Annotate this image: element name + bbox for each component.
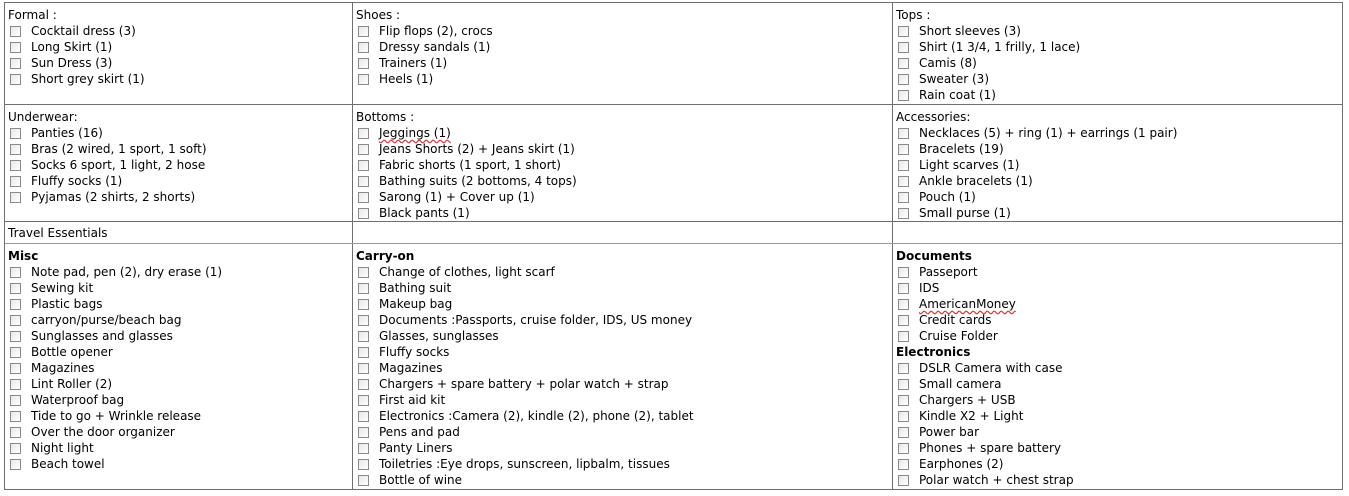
checklist-item-label: Cruise Folder: [919, 329, 998, 343]
checkbox[interactable]: [358, 144, 369, 155]
checkbox[interactable]: [10, 315, 21, 326]
checklist-item-label: Socks 6 sport, 1 light, 2 hose: [31, 158, 206, 172]
checkbox[interactable]: [10, 192, 21, 203]
checklist-item: [356, 312, 892, 328]
checkbox[interactable]: [358, 347, 369, 358]
checklist-item: [356, 440, 892, 456]
accessories-list: [896, 125, 1342, 221]
checklist-item-label: Dressy sandals (1): [379, 40, 491, 54]
checklist-item: [356, 280, 892, 296]
checklist-item-label: Camis (8): [919, 56, 977, 70]
checklist-item: [356, 55, 892, 71]
checklist-item: [356, 456, 892, 472]
packing-checklist-table: [4, 2, 1343, 490]
checklist-item: [356, 125, 892, 141]
checkbox[interactable]: [10, 443, 21, 454]
checklist-item: [8, 71, 352, 87]
checklist-item-label: Pens and pad: [379, 425, 460, 439]
checklist-item: [356, 39, 892, 55]
checklist-item: [896, 328, 1342, 344]
checkbox[interactable]: [898, 411, 909, 422]
travel-essentials-label: Travel Essentials: [8, 226, 108, 240]
checklist-item: [896, 157, 1342, 173]
checkbox[interactable]: [358, 74, 369, 85]
checklist-item: [356, 157, 892, 173]
checkbox[interactable]: [898, 379, 909, 390]
checkbox[interactable]: [358, 315, 369, 326]
checkbox[interactable]: [10, 347, 21, 358]
checklist-item: [8, 328, 352, 344]
checkbox[interactable]: [358, 128, 369, 139]
checkbox[interactable]: [898, 443, 909, 454]
checklist-item: [8, 173, 352, 189]
checklist-item: [896, 87, 1342, 103]
carry-on-heading: Carry-on: [356, 249, 415, 263]
checklist-item: [356, 328, 892, 344]
checklist-item-label: Beach towel: [31, 457, 105, 471]
checkbox[interactable]: [358, 176, 369, 187]
shoes-cell: [353, 3, 892, 104]
checkbox[interactable]: [358, 379, 369, 390]
checklist-item: [8, 456, 352, 472]
checklist-item-label: Pyjamas (2 shirts, 2 shorts): [31, 190, 196, 204]
checklist-item-label: Bottle opener: [31, 345, 113, 359]
checklist-item-label: Bathing suit: [379, 281, 452, 295]
checklist-item-label: Black pants (1): [379, 206, 470, 220]
checklist-item: [356, 408, 892, 424]
checklist-item-label: Small purse (1): [919, 206, 1011, 220]
checklist-item-label: Power bar: [919, 425, 979, 439]
checkbox[interactable]: [898, 58, 909, 69]
checklist-item-label: Light scarves (1): [919, 158, 1020, 172]
checklist-item-label: Over the door organizer: [31, 425, 175, 439]
checkbox[interactable]: [898, 475, 909, 486]
checkbox[interactable]: [358, 459, 369, 470]
electronics-list: [896, 360, 1342, 488]
underwear-list: [8, 125, 352, 205]
checklist-item-label: Sewing kit: [31, 281, 94, 295]
checkbox[interactable]: [898, 331, 909, 342]
formal-list: [8, 23, 352, 87]
checklist-item: [356, 141, 892, 157]
shoes-list: [356, 23, 892, 87]
checklist-item: [896, 408, 1342, 424]
checklist-item: [896, 55, 1342, 71]
checklist-item-label: Earphones (2): [919, 457, 1004, 471]
formal-heading: Formal :: [8, 8, 57, 22]
bottoms-cell: [353, 105, 892, 221]
checkbox[interactable]: [10, 58, 21, 69]
checklist-item-label: Chargers + USB: [919, 393, 1016, 407]
checklist-item-label: Lint Roller (2): [31, 377, 113, 391]
checklist-item: [8, 39, 352, 55]
checklist-item: [8, 360, 352, 376]
accessories-heading: Accessories:: [896, 110, 971, 124]
checkbox[interactable]: [10, 299, 21, 310]
checklist-item: [8, 344, 352, 360]
checkbox[interactable]: [10, 160, 21, 171]
checklist-item: [8, 189, 352, 205]
checkbox[interactable]: [358, 411, 369, 422]
checklist-item: [896, 205, 1342, 221]
checklist-item: [356, 173, 892, 189]
checklist-item: [8, 296, 352, 312]
travel-essentials-cell: [5, 222, 352, 243]
checkbox[interactable]: [898, 267, 909, 278]
checklist-item: [896, 39, 1342, 55]
checkbox[interactable]: [10, 176, 21, 187]
checkbox[interactable]: [358, 160, 369, 171]
checkbox[interactable]: [358, 42, 369, 53]
checklist-item: [896, 173, 1342, 189]
checklist-item-label: Tide to go + Wrinkle release: [31, 409, 202, 423]
checklist-item-label: DSLR Camera with case: [919, 361, 1063, 375]
shoes-heading: Shoes :: [356, 8, 401, 22]
checkbox[interactable]: [898, 176, 909, 187]
checklist-item-label: Plastic bags: [31, 297, 103, 311]
checkbox[interactable]: [898, 283, 909, 294]
documents-list: [896, 264, 1342, 344]
checkbox[interactable]: [10, 144, 21, 155]
checklist-item-label: Bracelets (19): [919, 142, 1004, 156]
checklist-item-label: Short grey skirt (1): [31, 72, 145, 86]
checklist-item-label: Magazines: [379, 361, 443, 375]
checklist-item-label: Small camera: [919, 377, 1002, 391]
checklist-item: [8, 392, 352, 408]
checklist-item: [8, 376, 352, 392]
checklist-item-label: Documents :Passports, cruise folder, IDS, US money: [379, 313, 693, 327]
checklist-item-label: Chargers + spare battery + polar watch + strap: [379, 377, 669, 391]
tops-list: [896, 23, 1342, 103]
checkbox[interactable]: [898, 42, 909, 53]
checklist-item: [896, 472, 1342, 488]
formal-cell: [5, 3, 352, 104]
checklist-item: [896, 264, 1342, 280]
checklist-item-label: Glasses, sunglasses: [379, 329, 499, 343]
checklist-item-label: Panty Liners: [379, 441, 453, 455]
misc-heading: Misc: [8, 249, 39, 263]
checklist-item-label: Passeport: [919, 265, 978, 279]
checklist-item-label: Note pad, pen (2), dry erase (1): [31, 265, 223, 279]
checklist-item: [896, 376, 1342, 392]
checklist-item-label: Fluffy socks (1): [31, 174, 123, 188]
checkbox[interactable]: [10, 42, 21, 53]
documents-electronics-cell: [893, 244, 1342, 489]
tops-cell: [893, 3, 1342, 104]
checkbox[interactable]: [898, 26, 909, 37]
checklist-item-label: Trainers (1): [379, 56, 448, 70]
checklist-item-label: Shirt (1 3/4, 1 frilly, 1 lace): [919, 40, 1081, 54]
checkbox[interactable]: [358, 475, 369, 486]
checklist-item-label: Waterproof bag: [31, 393, 125, 407]
checklist-item: [896, 312, 1342, 328]
checklist-item: [356, 424, 892, 440]
checklist-item: [356, 71, 892, 87]
checkbox[interactable]: [10, 363, 21, 374]
checklist-item-label: Credit cards: [919, 313, 992, 327]
checkbox[interactable]: [898, 208, 909, 219]
checklist-item-label: Jeans Shorts (2) + Jeans skirt (1): [379, 142, 575, 156]
checklist-item: [896, 456, 1342, 472]
checklist-item: [356, 472, 892, 488]
checkbox[interactable]: [358, 299, 369, 310]
checklist-item-label: Bras (2 wired, 1 sport, 1 soft): [31, 142, 207, 156]
documents-heading: Documents: [896, 249, 972, 263]
checklist-item: [356, 23, 892, 39]
checklist-item-label: Bathing suits (2 bottoms, 4 tops): [379, 174, 577, 188]
misc-list: [8, 264, 352, 472]
carry-on-cell: [353, 244, 892, 489]
checklist-item-label: Night light: [31, 441, 94, 455]
checkbox[interactable]: [10, 459, 21, 470]
carry-on-list: [356, 264, 892, 488]
checklist-item: [896, 360, 1342, 376]
checklist-item: [896, 71, 1342, 87]
checklist-item-label: Long Skirt (1): [31, 40, 113, 54]
underwear-cell: [5, 105, 352, 221]
checkbox[interactable]: [898, 192, 909, 203]
checklist-item-label: Fabric shorts (1 sport, 1 short): [379, 158, 561, 172]
checklist-item-label: carryon/purse/beach bag: [31, 313, 182, 327]
checklist-item-label: Sweater (3): [919, 72, 990, 86]
underwear-heading: Underwear:: [8, 110, 78, 124]
checklist-item-label: Necklaces (5) + ring (1) + earrings (1 pair): [919, 126, 1178, 140]
checklist-item-label: Short sleeves (3): [919, 24, 1021, 38]
checklist-item-label: Sun Dress (3): [31, 56, 113, 70]
checklist-item: [896, 392, 1342, 408]
checkbox[interactable]: [10, 411, 21, 422]
checklist-item: [8, 408, 352, 424]
checklist-item-label: Kindle X2 + Light: [919, 409, 1024, 423]
checkbox[interactable]: [898, 395, 909, 406]
checklist-item: [356, 189, 892, 205]
checkbox[interactable]: [10, 26, 21, 37]
checkbox[interactable]: [898, 427, 909, 438]
checklist-item: [896, 189, 1342, 205]
checklist-item-label: Pouch (1): [919, 190, 976, 204]
checklist-item: [356, 392, 892, 408]
checklist-item-label: Change of clothes, light scarf: [379, 265, 555, 279]
checklist-item-label: Phones + spare battery: [919, 441, 1061, 455]
checklist-item: [8, 424, 352, 440]
checklist-item: [8, 264, 352, 280]
checklist-item: [896, 296, 1342, 312]
bottoms-heading: Bottoms :: [356, 110, 415, 124]
checklist-item: [896, 280, 1342, 296]
checklist-item-label: Toiletries :Eye drops, sunscreen, lipbalm, tissues: [379, 457, 670, 471]
checklist-item-label: Ankle bracelets (1): [919, 174, 1033, 188]
checklist-item: [356, 296, 892, 312]
electronics-heading: Electronics: [896, 345, 971, 359]
checklist-item-label: Bottle of wine: [379, 473, 463, 487]
checklist-item-label: First aid kit: [379, 393, 446, 407]
checkbox[interactable]: [898, 128, 909, 139]
checkbox[interactable]: [358, 363, 369, 374]
checklist-item-label: IDS: [919, 281, 940, 295]
checklist-item-label: Magazines: [31, 361, 95, 375]
checklist-item-label: Sarong (1) + Cover up (1): [379, 190, 535, 204]
checklist-item: [356, 376, 892, 392]
checklist-item: [896, 424, 1342, 440]
checklist-item: [356, 264, 892, 280]
checklist-item: [8, 280, 352, 296]
checklist-item-label: AmericanMoney: [919, 297, 1016, 311]
checklist-item-label: Flip flops (2), crocs: [379, 24, 493, 38]
checkbox[interactable]: [898, 74, 909, 85]
checkbox[interactable]: [358, 283, 369, 294]
checklist-item-label: Electronics :Camera (2), kindle (2), phone (2), tablet: [379, 409, 694, 423]
checkbox[interactable]: [10, 74, 21, 85]
checkbox[interactable]: [10, 395, 21, 406]
checklist-item: [896, 23, 1342, 39]
checklist-item: [8, 157, 352, 173]
checkbox[interactable]: [358, 267, 369, 278]
checklist-item: [356, 205, 892, 221]
tops-heading: Tops :: [896, 8, 931, 22]
checklist-item-label: Rain coat (1): [919, 88, 996, 102]
accessories-cell: [893, 105, 1342, 221]
checkbox[interactable]: [898, 160, 909, 171]
checklist-item-label: Heels (1): [379, 72, 434, 86]
checklist-item: [8, 23, 352, 39]
checklist-item-label: Makeup bag: [379, 297, 453, 311]
checkbox[interactable]: [898, 90, 909, 101]
checklist-item-label: Panties (16): [31, 126, 103, 140]
checkbox[interactable]: [358, 427, 369, 438]
bottoms-list: [356, 125, 892, 221]
checkbox[interactable]: [10, 427, 21, 438]
checkbox[interactable]: [898, 315, 909, 326]
checkbox[interactable]: [898, 144, 909, 155]
checklist-item-label: Cocktail dress (3): [31, 24, 136, 38]
checklist-item-label: Fluffy socks: [379, 345, 450, 359]
checklist-item: [896, 440, 1342, 456]
checklist-item: [356, 344, 892, 360]
checkbox[interactable]: [358, 58, 369, 69]
checklist-item-label: Jeggings (1): [379, 126, 451, 140]
checklist-item: [8, 440, 352, 456]
checkbox[interactable]: [358, 192, 369, 203]
checkbox[interactable]: [10, 267, 21, 278]
checkbox[interactable]: [358, 26, 369, 37]
checkbox[interactable]: [898, 363, 909, 374]
checkbox[interactable]: [10, 128, 21, 139]
checklist-item: [896, 141, 1342, 157]
checklist-item: [8, 125, 352, 141]
checkbox[interactable]: [10, 379, 21, 390]
checklist-item: [356, 360, 892, 376]
checklist-item: [896, 125, 1342, 141]
checklist-item: [8, 141, 352, 157]
checkbox[interactable]: [358, 443, 369, 454]
checkbox[interactable]: [358, 331, 369, 342]
misc-cell: [5, 244, 352, 489]
checklist-item-label: Sunglasses and glasses: [31, 329, 173, 343]
checklist-item: [8, 312, 352, 328]
checkbox[interactable]: [10, 331, 21, 342]
checkbox[interactable]: [358, 208, 369, 219]
checkbox[interactable]: [898, 459, 909, 470]
checkbox[interactable]: [358, 395, 369, 406]
checkbox[interactable]: [898, 299, 909, 310]
checkbox[interactable]: [10, 283, 21, 294]
checklist-item: [8, 55, 352, 71]
checklist-item-label: Polar watch + chest strap: [919, 473, 1074, 487]
